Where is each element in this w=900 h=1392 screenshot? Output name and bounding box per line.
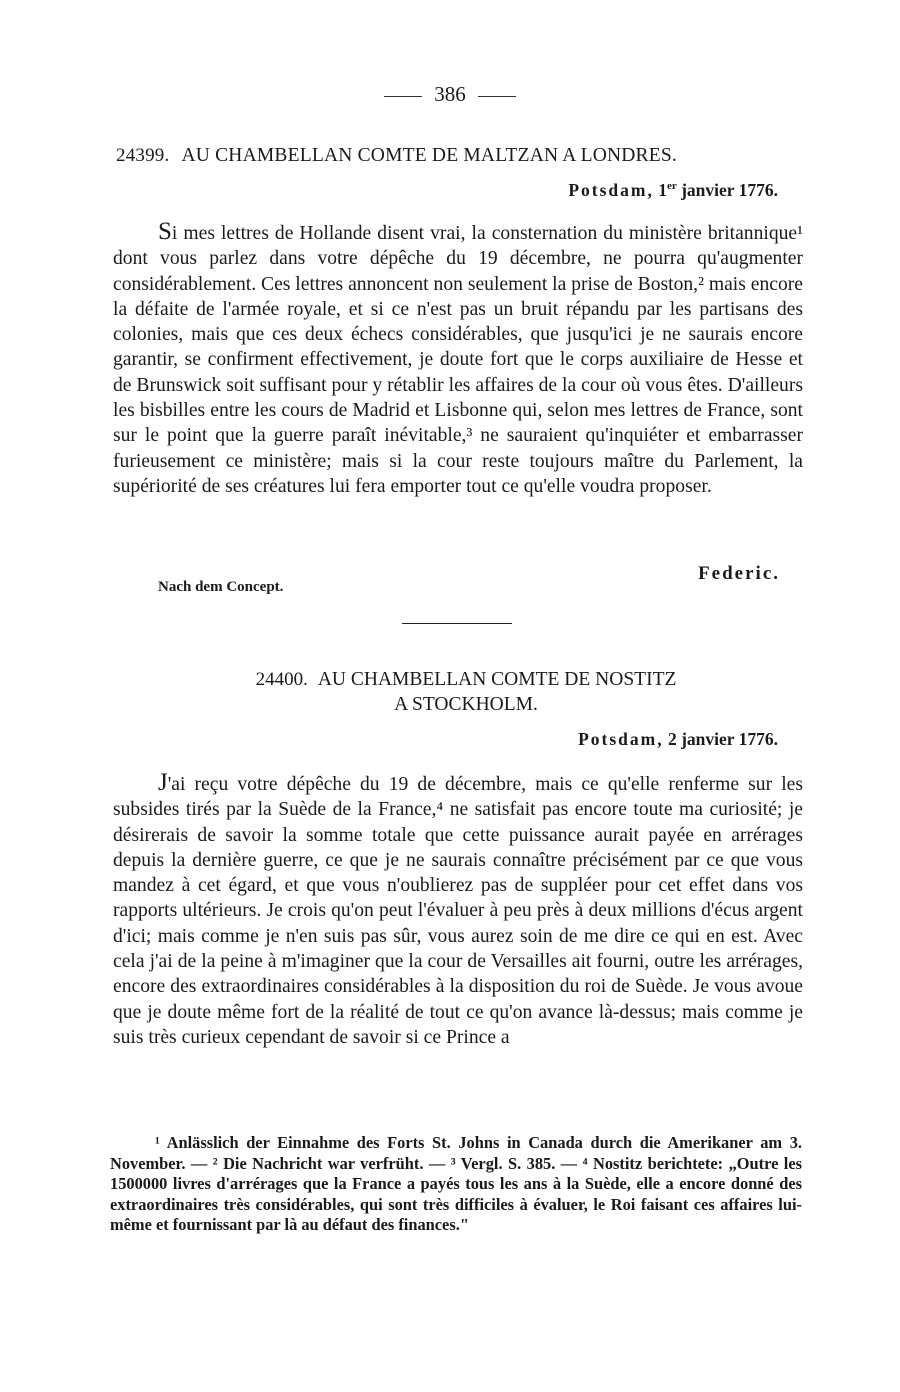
page-number: 386 — [434, 82, 466, 106]
letter-1-title: AU CHAMBELLAN COMTE DE MALTZAN A LONDRES. — [181, 145, 677, 166]
letter-1-text: i mes lettres de Hollande disent vrai, la consternation du ministère britannique¹ dont vous parlez dans votre dépêche du 19 décembre, ne pourra qu'augmenter considérablement. Ces lettres annoncent non seulement la prise de Boston,² mais encore la défaite de l'armée royale, et si ce n'est pas un bruit répandu par les partisans des colonies, mais que ces deux échecs considérables, que jusqu'ici je ne saurais encore garantir, se confirment effectivement, je doute fort que le corps auxiliaire de Hesse et de Brunswick soit suffisant pour y rétablir les affaires de la cour où vous êtes. D'ailleurs les bisbilles entre les cours de Madrid et Lisbonne qui, selon mes lettres de France, sont sur le point que la guerre paraît inévitable,³ ne sauraient qu'inquiéter et embarrasser furieusement ce ministère; mais si la cour reste toujours maître du Parlement, la supériorité de ses créatures lui fera emporter tout ce qu'elle voudra proposer. — [113, 223, 803, 497]
left-dash — [384, 96, 422, 97]
letter-2-text: 'ai reçu votre dépêche du 19 de décembre, mais ce qu'elle renferme sur les subsides tirés par la Suède de la France,⁴ ne satisfait pas encore toute ma curiosité; je désirerais de savoir la somme totale que cette puissance aurait payée en arrérages depuis la dernière guerre, ce que je ne saurais connaître précisément par ce que vous mandez à cet égard, et que vous n'oublierez pas de suppléer pour cet effet dans vos rapports ultérieurs. Je crois qu'on peut l'évaluer à peu près à deux millions d'écus argent d'ici; mais comme je n'en suis pas sûr, vous aurez soin de me dire ce qui en est. Avec cela j'ai de la peine à m'imaginer que la cour de Versailles ait fourni, outre les arrérages, encore des extraordinaires considérables à la disposition du roi de Suède. Je vous avoue que je doute même fort de la réalité de tout ce qu'on avance là-dessus; mais comme je suis très curieux cependant de savoir si ce Prince a — [113, 774, 803, 1048]
letter-2-title-line-1: AU CHAMBELLAN COMTE DE NOSTITZ — [317, 669, 677, 690]
letter-1-source-note: Nach dem Concept. — [158, 579, 284, 595]
letter-1-date: janvier 1776. — [681, 180, 778, 200]
letter-2-body — [113, 770, 803, 1050]
letter-2-title-line-2: A STOCKHOLM. — [394, 694, 538, 715]
letter-1-date-sup: er — [666, 180, 677, 193]
letter-2-heading — [186, 667, 746, 717]
letter-1-place: Potsdam, — [568, 180, 654, 200]
section-divider — [402, 623, 512, 624]
letter-1-date-day: 1 — [658, 180, 667, 200]
letter-2-number: 24400. — [255, 669, 308, 690]
letter-2-place: Potsdam, — [578, 729, 664, 749]
letter-2-initial: J — [158, 769, 168, 796]
letter-2-dateline — [578, 729, 778, 750]
letter-1-initial: S — [158, 218, 172, 245]
letter-1-dateline — [568, 180, 778, 201]
footnotes: ¹ Anlässlich der Einnahme des Forts St. Johns in Canada durch die Amerikaner am 3. November. — ² Die Nachricht war verfrüht. — ³ Vergl. S. 385. — ⁴ Nostitz berichtete: „Outre les 1500000 livres d'arrérages que la France a payés tous les ans à la Suède, elle a encore donné des extraordinaires très considérables, qui sont très difficiles à évaluer, le Roi faisant ces affaires lui-même et fournissant par là au défaut des finances." — [110, 1133, 802, 1235]
letter-1-signature: Federic. — [698, 563, 780, 584]
letter-1-body — [113, 219, 803, 499]
page-number-line — [0, 82, 900, 107]
letter-1-heading — [116, 145, 806, 167]
letter-2-heading-line-1 — [186, 667, 746, 692]
letter-2-date: 2 janvier 1776. — [667, 729, 778, 749]
right-dash — [478, 96, 516, 97]
letter-1-number: 24399. — [116, 145, 170, 166]
